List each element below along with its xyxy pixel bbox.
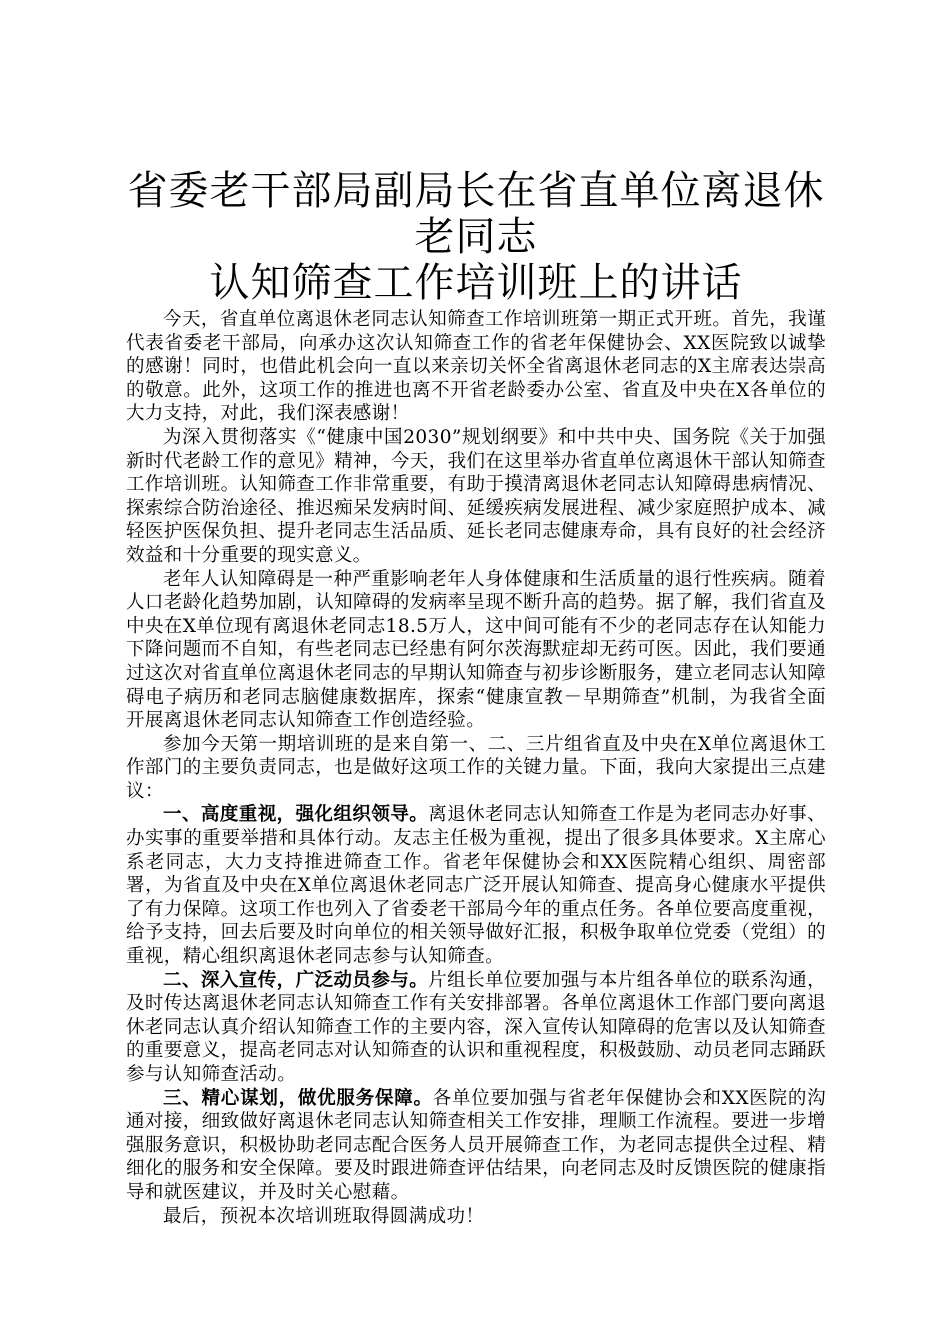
document-page	[126, 168, 826, 1228]
paragraph	[126, 1205, 826, 1229]
paragraph-text: 片组长单位要加强与本片组各单位的联系沟通，及时传达离退休老同志认知筛查工作有关安排部署。各单位离退休工作部门要向离退休老同志认真介绍认知筛查工作的主要内容，深入宣传认知障碍的危害以及认知筛查的重要意义，提高老同志对认知筛查的认识和重视程度，积极鼓励、动员老同志踊跃参与认知筛查活动。	[126, 969, 826, 1085]
paragraph	[126, 803, 826, 968]
paragraph	[126, 308, 826, 426]
paragraph-text: 老年人认知障碍是一种严重影响老年人身体健康和生活质量的退行性疾病。随着人口老龄化趋势加剧，认知障碍的发病率呈现不断升高的趋势。据了解，我们省直及中央在X单位现有离退休老同志18.5万人，这中间可能有不少的老同志存在认知能力下降问题而不自知，有些老同志已经患有阿尔茨海默症却无药可医。因此，我们要通过这次对省直单位离退休老同志的早期认知筛查与初步诊断服务，建立老同志认知障碍电子病历和老同志脑健康数据库，探索“健康宣教－早期筛查”机制，为我省全面开展离退休老同志认知筛查工作创造经验。	[126, 568, 826, 732]
paragraph-text: 参加今天第一期培训班的是来自第一、二、三片组省直及中央在X单位离退休工作部门的主要负责同志，也是做好这项工作的关键力量。下面，我向大家提出三点建议：	[126, 733, 826, 802]
paragraph	[126, 426, 826, 568]
paragraph-text: 今天，省直单位离退休老同志认知筛查工作培训班第一期正式开班。首先，我谨代表省委老干部局，向承办这次认知筛查工作的省老年保健协会、XX医院致以诚挚的感谢！同时，也借此机会向一直以来亲切关怀全省离退休老同志的X主席表达崇高的敬意。此外，这项工作的推进也离不开省老龄委办公室、省直及中央在X各单位的大力支持，对此，我们深表感谢！	[126, 309, 826, 425]
document-body	[126, 308, 826, 1228]
paragraph	[126, 969, 826, 1087]
section-heading: 二、深入宣传，广泛动员参与。	[163, 969, 429, 991]
paragraph-text: 各单位要加强与省老年保健协会和XX医院的沟通对接，细致做好离退休老同志认知筛查相关工作安排，理顺工作流程。要进一步增强服务意识，积极协助老同志配合医务人员开展筛查工作，为老同志提供全过程、精细化的服务和安全保障。要及时跟进筛查评估结果，向老同志及时反馈医院的健康指导和就医建议，并及时关心慰藉。	[126, 1087, 826, 1203]
paragraph	[126, 568, 826, 733]
paragraph-text: 最后，预祝本次培训班取得圆满成功！	[163, 1205, 485, 1227]
title-line-1: 省委老干部局副局长在省直单位离退休老同志	[127, 168, 825, 260]
section-heading: 三、精心谋划，做优服务保障。	[163, 1087, 433, 1109]
paragraph	[126, 733, 826, 804]
document-title	[126, 168, 826, 306]
paragraph-text: 为深入贯彻落实《“健康中国2030”规划纲要》和中共中央、国务院《关于加强新时代老龄工作的意见》精神，今天，我们在这里举办省直单位离退休干部认知筛查工作培训班。认知筛查工作非常重要，有助于摸清离退休老同志认知障碍患病情况、探索综合防治途径、推迟痴呆发病时间、延缓疾病发展进程、减少家庭照护成本、减轻医护医保负担、提升老同志生活品质、延长老同志健康寿命，具有良好的社会经济效益和十分重要的现实意义。	[126, 426, 826, 566]
title-line-2: 认知筛查工作培训班上的讲话	[209, 260, 743, 306]
section-heading: 一、高度重视，强化组织领导。	[163, 804, 429, 826]
paragraph-text: 离退休老同志认知筛查工作是为老同志办好事、办实事的重要举措和具体行动。友志主任极为重视，提出了很多具体要求。X主席心系老同志，大力支持推进筛查工作。省老年保健协会和XX医院精心组织、周密部署，为省直及中央在X单位离退休老同志广泛开展认知筛查、提高身心健康水平提供了有力保障。这项工作也列入了省委老干部局今年的重点任务。各单位要高度重视，给予支持，回去后要及时向单位的相关领导做好汇报，积极争取单位党委（党组）的重视，精心组织离退休老同志参与认知筛查。	[126, 804, 826, 968]
paragraph	[126, 1087, 826, 1205]
